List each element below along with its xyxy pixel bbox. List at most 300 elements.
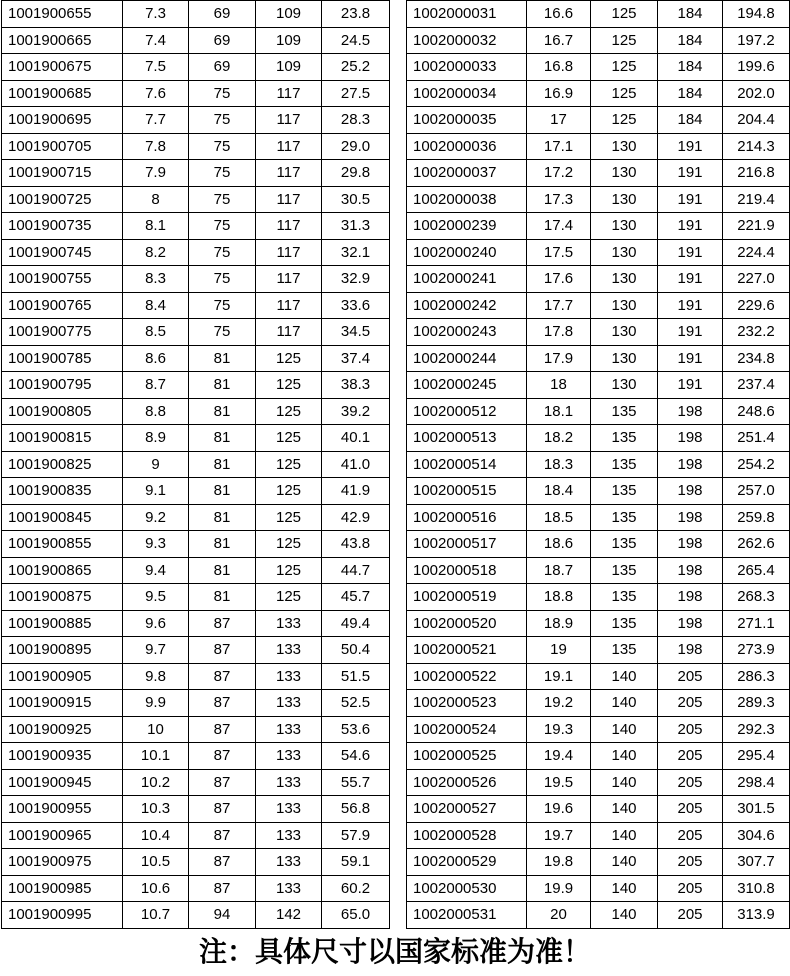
table-cell: 117 (256, 133, 322, 160)
table-cell: 10.6 (123, 875, 189, 902)
table-cell: 9 (123, 451, 189, 478)
table-cell: 125 (256, 584, 322, 611)
table-cell: 18.8 (527, 584, 591, 611)
table-cell: 219.4 (723, 186, 790, 213)
table-row (407, 769, 790, 796)
table-row (2, 610, 390, 637)
table-cell: 60.2 (322, 875, 390, 902)
table-cell: 133 (256, 663, 322, 690)
table-row (407, 663, 790, 690)
table-cell: 55.7 (322, 769, 390, 796)
table-row (2, 637, 390, 664)
table-cell: 75 (189, 292, 256, 319)
table-cell: 117 (256, 160, 322, 187)
table-cell: 23.8 (322, 1, 390, 28)
product-code-cell: 1001900885 (2, 610, 123, 637)
table-cell: 75 (189, 107, 256, 134)
spec-table-right (406, 0, 790, 929)
table-cell: 17.9 (527, 345, 591, 372)
table-row (407, 107, 790, 134)
table-cell: 34.5 (322, 319, 390, 346)
table-cell: 81 (189, 425, 256, 452)
table-cell: 198 (658, 398, 723, 425)
table-cell: 310.8 (723, 875, 790, 902)
table-cell: 18.4 (527, 478, 591, 505)
table-row (407, 425, 790, 452)
product-code-cell: 1001900975 (2, 849, 123, 876)
table-cell: 191 (658, 345, 723, 372)
table-row (407, 584, 790, 611)
table-cell: 140 (591, 769, 658, 796)
table-cell: 191 (658, 186, 723, 213)
product-code-cell: 1001900955 (2, 796, 123, 823)
table-cell: 8.5 (123, 319, 189, 346)
table-cell: 7.6 (123, 80, 189, 107)
table-cell: 40.1 (322, 425, 390, 452)
table-row (2, 690, 390, 717)
table-cell: 205 (658, 716, 723, 743)
table-row (407, 133, 790, 160)
table-cell: 133 (256, 875, 322, 902)
table-row (2, 478, 390, 505)
table-cell: 140 (591, 663, 658, 690)
table-cell: 198 (658, 531, 723, 558)
table-cell: 216.8 (723, 160, 790, 187)
table-cell: 130 (591, 266, 658, 293)
product-code-cell: 1002000514 (407, 451, 527, 478)
table-cell: 271.1 (723, 610, 790, 637)
table-cell: 117 (256, 186, 322, 213)
table-cell: 197.2 (723, 27, 790, 54)
table-row (407, 796, 790, 823)
table-cell: 133 (256, 610, 322, 637)
table-cell: 133 (256, 690, 322, 717)
table-cell: 52.5 (322, 690, 390, 717)
table-cell: 27.5 (322, 80, 390, 107)
table-row (2, 266, 390, 293)
table-cell: 135 (591, 478, 658, 505)
product-code-cell: 1002000523 (407, 690, 527, 717)
table-cell: 135 (591, 584, 658, 611)
table-cell: 19.8 (527, 849, 591, 876)
table-cell: 19.4 (527, 743, 591, 770)
table-cell: 59.1 (322, 849, 390, 876)
table-cell: 33.6 (322, 292, 390, 319)
table-cell: 29.0 (322, 133, 390, 160)
table-row (407, 186, 790, 213)
table-row (2, 875, 390, 902)
table-cell: 205 (658, 796, 723, 823)
table-cell: 224.4 (723, 239, 790, 266)
product-code-cell: 1002000032 (407, 27, 527, 54)
table-cell: 10.4 (123, 822, 189, 849)
table-cell: 19.5 (527, 769, 591, 796)
table-cell: 135 (591, 425, 658, 452)
table-row (2, 372, 390, 399)
table-cell: 140 (591, 796, 658, 823)
table-cell: 117 (256, 107, 322, 134)
table-cell: 18.3 (527, 451, 591, 478)
table-cell: 8.4 (123, 292, 189, 319)
product-code-cell: 1001900915 (2, 690, 123, 717)
product-code-cell: 1002000036 (407, 133, 527, 160)
product-code-cell: 1002000521 (407, 637, 527, 664)
table-cell: 140 (591, 849, 658, 876)
table-row (407, 372, 790, 399)
table-cell: 19.3 (527, 716, 591, 743)
table-cell: 10.5 (123, 849, 189, 876)
table-row (2, 769, 390, 796)
table-cell: 191 (658, 266, 723, 293)
table-cell: 8.8 (123, 398, 189, 425)
table-row (407, 557, 790, 584)
table-cell: 142 (256, 902, 322, 929)
table-cell: 251.4 (723, 425, 790, 452)
product-code-cell: 1002000242 (407, 292, 527, 319)
product-code-cell: 1001900695 (2, 107, 123, 134)
table-cell: 135 (591, 504, 658, 531)
table-cell: 304.6 (723, 822, 790, 849)
table-cell: 117 (256, 319, 322, 346)
table-cell: 10.3 (123, 796, 189, 823)
table-cell: 125 (256, 478, 322, 505)
product-code-cell: 1002000529 (407, 849, 527, 876)
table-cell: 24.5 (322, 27, 390, 54)
product-code-cell: 1001900725 (2, 186, 123, 213)
table-cell: 191 (658, 372, 723, 399)
table-cell: 30.5 (322, 186, 390, 213)
table-cell: 17.1 (527, 133, 591, 160)
product-code-cell: 1002000516 (407, 504, 527, 531)
table-cell: 205 (658, 690, 723, 717)
table-cell: 135 (591, 557, 658, 584)
table-cell: 237.4 (723, 372, 790, 399)
table-cell: 18.6 (527, 531, 591, 558)
table-cell: 53.6 (322, 716, 390, 743)
table-cell: 125 (256, 451, 322, 478)
table-cell: 32.1 (322, 239, 390, 266)
table-cell: 125 (256, 425, 322, 452)
table-cell: 41.9 (322, 478, 390, 505)
product-code-cell: 1001900935 (2, 743, 123, 770)
table-cell: 130 (591, 239, 658, 266)
table-cell: 191 (658, 319, 723, 346)
table-row (407, 531, 790, 558)
table-row (407, 345, 790, 372)
product-code-cell: 1002000241 (407, 266, 527, 293)
product-code-cell: 1001900825 (2, 451, 123, 478)
table-cell: 18.2 (527, 425, 591, 452)
table-row (407, 610, 790, 637)
product-code-cell: 1001900985 (2, 875, 123, 902)
table-cell: 9.8 (123, 663, 189, 690)
table-cell: 205 (658, 743, 723, 770)
product-code-cell: 1001900835 (2, 478, 123, 505)
table-row (407, 478, 790, 505)
table-cell: 198 (658, 478, 723, 505)
table-cell: 81 (189, 584, 256, 611)
product-code-cell: 1001900745 (2, 239, 123, 266)
table-cell: 198 (658, 584, 723, 611)
table-cell: 65.0 (322, 902, 390, 929)
product-code-cell: 1001900715 (2, 160, 123, 187)
table-cell: 8.9 (123, 425, 189, 452)
table-cell: 286.3 (723, 663, 790, 690)
table-row (407, 27, 790, 54)
table-cell: 109 (256, 1, 322, 28)
table-row (2, 160, 390, 187)
table-cell: 125 (591, 80, 658, 107)
table-cell: 133 (256, 716, 322, 743)
table-cell: 257.0 (723, 478, 790, 505)
product-code-cell: 1002000525 (407, 743, 527, 770)
table-cell: 9.9 (123, 690, 189, 717)
table-cell: 87 (189, 849, 256, 876)
table-cell: 39.2 (322, 398, 390, 425)
table-cell: 8.3 (123, 266, 189, 293)
product-code-cell: 1001900815 (2, 425, 123, 452)
table-cell: 125 (256, 398, 322, 425)
table-row (407, 504, 790, 531)
table-cell: 51.5 (322, 663, 390, 690)
table-cell: 28.3 (322, 107, 390, 134)
table-cell: 94 (189, 902, 256, 929)
table-cell: 49.4 (322, 610, 390, 637)
table-cell: 259.8 (723, 504, 790, 531)
table-cell: 130 (591, 133, 658, 160)
table-cell: 56.8 (322, 796, 390, 823)
product-code-cell: 1001900905 (2, 663, 123, 690)
product-code-cell: 1002000513 (407, 425, 527, 452)
table-cell: 109 (256, 54, 322, 81)
table-cell: 232.2 (723, 319, 790, 346)
table-cell: 17.3 (527, 186, 591, 213)
table-cell: 248.6 (723, 398, 790, 425)
table-cell: 202.0 (723, 80, 790, 107)
table-cell: 117 (256, 292, 322, 319)
table-cell: 69 (189, 1, 256, 28)
table-cell: 9.3 (123, 531, 189, 558)
table-cell: 69 (189, 27, 256, 54)
table-cell: 130 (591, 292, 658, 319)
table-cell: 17.6 (527, 266, 591, 293)
table-cell: 194.8 (723, 1, 790, 28)
table-cell: 8.1 (123, 213, 189, 240)
table-cell: 50.4 (322, 637, 390, 664)
product-code-cell: 1002000034 (407, 80, 527, 107)
table-cell: 7.4 (123, 27, 189, 54)
table-cell: 191 (658, 160, 723, 187)
product-code-cell: 1002000526 (407, 769, 527, 796)
table-cell: 19.7 (527, 822, 591, 849)
table-cell: 87 (189, 716, 256, 743)
table-row (2, 531, 390, 558)
product-code-cell: 1002000515 (407, 478, 527, 505)
table-row (2, 80, 390, 107)
product-code-cell: 1001900775 (2, 319, 123, 346)
table-cell: 7.7 (123, 107, 189, 134)
table-cell: 214.3 (723, 133, 790, 160)
table-cell: 25.2 (322, 54, 390, 81)
product-code-cell: 1002000530 (407, 875, 527, 902)
table-cell: 87 (189, 875, 256, 902)
product-code-cell: 1002000037 (407, 160, 527, 187)
table-cell: 191 (658, 239, 723, 266)
table-row (2, 186, 390, 213)
product-code-cell: 1002000531 (407, 902, 527, 929)
footer-note: 注：具体尺寸以国家标准为准！ (198, 935, 591, 968)
table-cell: 205 (658, 822, 723, 849)
table-cell: 10.7 (123, 902, 189, 929)
product-code-cell: 1002000517 (407, 531, 527, 558)
table-cell: 205 (658, 902, 723, 929)
table-row (407, 80, 790, 107)
table-row (407, 849, 790, 876)
table-cell: 7.3 (123, 1, 189, 28)
table-cell: 8.6 (123, 345, 189, 372)
table-cell: 125 (256, 372, 322, 399)
table-cell: 198 (658, 557, 723, 584)
table-cell: 87 (189, 610, 256, 637)
table-cell: 16.9 (527, 80, 591, 107)
table-row (407, 875, 790, 902)
table-cell: 81 (189, 478, 256, 505)
table-cell: 81 (189, 345, 256, 372)
product-code-cell: 1002000244 (407, 345, 527, 372)
table-row (407, 54, 790, 81)
product-code-cell: 1002000518 (407, 557, 527, 584)
table-row (407, 902, 790, 929)
table-cell: 8.7 (123, 372, 189, 399)
table-cell: 227.0 (723, 266, 790, 293)
table-cell: 7.9 (123, 160, 189, 187)
table-cell: 10 (123, 716, 189, 743)
table-cell: 19.2 (527, 690, 591, 717)
table-row (2, 743, 390, 770)
table-cell: 16.6 (527, 1, 591, 28)
table-cell: 16.8 (527, 54, 591, 81)
product-code-cell: 1002000520 (407, 610, 527, 637)
table-cell: 254.2 (723, 451, 790, 478)
table-cell: 75 (189, 80, 256, 107)
table-cell: 75 (189, 133, 256, 160)
table-cell: 87 (189, 796, 256, 823)
table-cell: 75 (189, 160, 256, 187)
table-cell: 18.1 (527, 398, 591, 425)
table-cell: 234.8 (723, 345, 790, 372)
table-row (2, 213, 390, 240)
table-cell: 75 (189, 186, 256, 213)
table-cell: 289.3 (723, 690, 790, 717)
table-cell: 130 (591, 186, 658, 213)
product-code-cell: 1002000031 (407, 1, 527, 28)
table-cell: 18.7 (527, 557, 591, 584)
table-cell: 87 (189, 822, 256, 849)
product-code-cell: 1001900855 (2, 531, 123, 558)
table-cell: 81 (189, 372, 256, 399)
table-cell: 125 (256, 557, 322, 584)
table-cell: 125 (256, 345, 322, 372)
table-cell: 87 (189, 690, 256, 717)
table-row (407, 319, 790, 346)
table-cell: 87 (189, 769, 256, 796)
table-row (2, 319, 390, 346)
table-cell: 140 (591, 743, 658, 770)
table-row (407, 743, 790, 770)
table-cell: 16.7 (527, 27, 591, 54)
table-cell: 133 (256, 743, 322, 770)
table-row (2, 107, 390, 134)
product-code-cell: 1002000239 (407, 213, 527, 240)
table-row (2, 504, 390, 531)
product-code-cell: 1002000527 (407, 796, 527, 823)
product-code-cell: 1001900875 (2, 584, 123, 611)
table-cell: 117 (256, 80, 322, 107)
product-code-cell: 1001900845 (2, 504, 123, 531)
table-cell: 221.9 (723, 213, 790, 240)
product-code-cell: 1001900865 (2, 557, 123, 584)
spec-tables (1, 0, 789, 934)
spec-table-right-body (407, 1, 790, 929)
product-code-cell: 1002000528 (407, 822, 527, 849)
table-row (2, 27, 390, 54)
table-cell: 205 (658, 663, 723, 690)
table-cell: 125 (591, 54, 658, 81)
table-row (2, 133, 390, 160)
table-row (2, 557, 390, 584)
table-cell: 17.5 (527, 239, 591, 266)
table-cell: 184 (658, 54, 723, 81)
table-cell: 38.3 (322, 372, 390, 399)
table-cell: 32.9 (322, 266, 390, 293)
table-row (2, 716, 390, 743)
table-cell: 17.7 (527, 292, 591, 319)
table-row (2, 398, 390, 425)
table-cell: 205 (658, 769, 723, 796)
table-row (407, 292, 790, 319)
table-cell: 17.4 (527, 213, 591, 240)
table-cell: 268.3 (723, 584, 790, 611)
table-cell: 191 (658, 292, 723, 319)
table-cell: 265.4 (723, 557, 790, 584)
table-row (407, 690, 790, 717)
table-row (407, 716, 790, 743)
table-row (407, 213, 790, 240)
product-code-cell: 1001900795 (2, 372, 123, 399)
table-row (2, 425, 390, 452)
spec-table-left-body (2, 1, 390, 929)
table-cell: 7.8 (123, 133, 189, 160)
table-cell: 135 (591, 610, 658, 637)
table-cell: 75 (189, 239, 256, 266)
table-cell: 7.5 (123, 54, 189, 81)
product-code-cell: 1002000035 (407, 107, 527, 134)
table-cell: 42.9 (322, 504, 390, 531)
table-cell: 9.6 (123, 610, 189, 637)
table-cell: 191 (658, 213, 723, 240)
table-cell: 140 (591, 875, 658, 902)
table-cell: 199.6 (723, 54, 790, 81)
table-cell: 87 (189, 663, 256, 690)
table-cell: 140 (591, 902, 658, 929)
product-code-cell: 1002000243 (407, 319, 527, 346)
product-code-cell: 1001900655 (2, 1, 123, 28)
product-code-cell: 1001900705 (2, 133, 123, 160)
product-code-cell: 1001900755 (2, 266, 123, 293)
table-cell: 75 (189, 266, 256, 293)
table-row (407, 637, 790, 664)
table-row (2, 451, 390, 478)
